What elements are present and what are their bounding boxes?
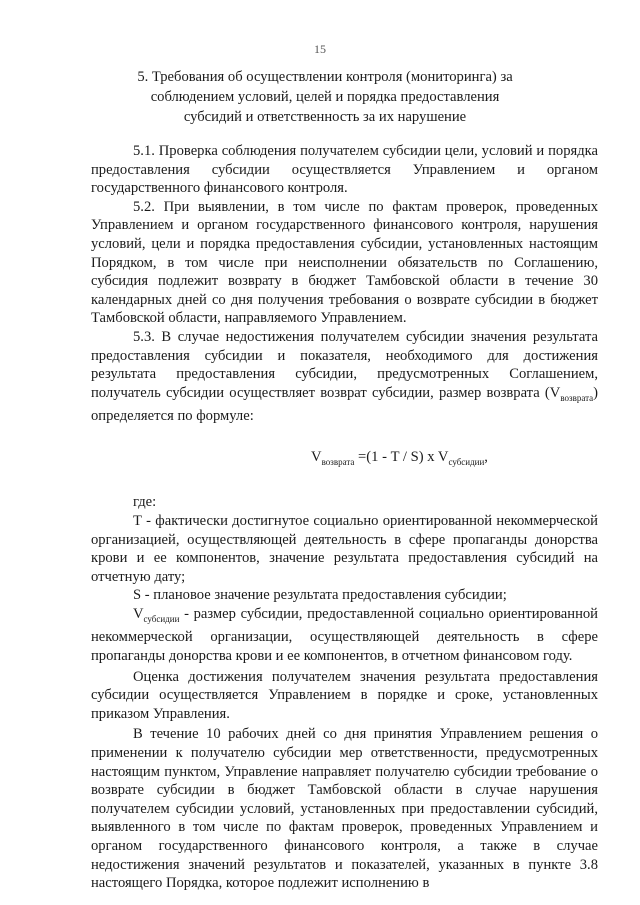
formula-middle: =(1 - T / S) x V [354,448,449,465]
assessment-paragraph: Оценка достижения получателем значения результата предоставления субсидии осуществляется Управлением в порядке и сроке, установленных приказом Управления. [91,668,598,722]
paragraph-5-3-subscript: возврата [560,392,594,403]
formula-sub-right: субсидии [448,456,485,467]
definition-v-text: - размер субсидии, предоставленной социально ориентированной некоммерческой организации, осуществляющей деятельность в сфере пропаганды донорства крови и ее компонентов, в отчетном финансовом году. [91,605,598,664]
formula-v: V [311,448,322,465]
section-title: 5. Требования об осуществлении контроля (мониторинга) за соблюдением условий, целей и порядка предоставления субсидий и ответственность за их нарушение [137,69,513,125]
final-paragraph: В течение 10 рабочих дней со дня принятия Управлением решения о применении к получателю субсидии мер ответственности, предусмотренных настоящим пунктом, Управление направляет получателю субсидии требование о возврате субсидии в бюджет Тамбовской области в случае нарушения получателем субсидии условий, установленных при предоставлении субсидий, выявленного в том числе по фактам проверок, проведенных Управлением и органом государственного финансового контроля, а также в случае недостижения значений результатов и показателей, указанных в пункте 3.8 настоящего Порядка, которое подлежит исполнению в [91,726,598,892]
formula-sub-left: возврата [321,456,355,467]
paragraph-5-2: 5.2. При выявлении, в том числе по фактам проверок, проведенных Управлением и органом государственного финансового контроля, нарушения условий, цели и порядка предоставления субсидии, установленных настоящим Порядком, в том числе при неисполнении обязательств по Соглашению, субсидия подлежит возврату в бюджет Тамбовской области в течение 30 календарных дней со дня получения требования о возврате субсидии в бюджет Тамбовской области, направляемого Управлением. [91,198,598,327]
document-body [91,142,598,893]
definition-v-subscript: субсидии [143,613,180,624]
paragraph-5-3-end: ) определяется по формуле: [91,384,598,425]
definition-t: Т - фактически достигнутое социально ориентированной некоммерческой организацией, осуществляющей деятельность в сфере пропаганды донорства крови и ее компонентов, значение результата предоставления субсидий на отчетную дату; [91,512,598,585]
definition-s: S - плановое значение результата предоставления субсидии; [133,587,507,604]
formula [91,448,598,472]
definition-v-symbol: V [133,605,144,622]
page-number: 15 [314,42,326,56]
paragraph-5-3-text: 5.3. В случае недостижения получателем субсидии значения результата предоставления субсидии и показателя, необходимого для достижения результата предоставления субсидии, предусмотренных Соглашением, получатель субсидии осуществляет возврат субсидии, размер возврата (V [91,328,598,401]
where-label: где: [133,494,157,511]
paragraph-5-1: 5.1. Проверка соблюдения получателем субсидии цели, условий и порядка предоставления субсидии осуществляется Управлением и органом государственного финансового контроля. [91,143,598,197]
paragraph-5-3 [91,328,598,426]
definition-v [91,605,598,666]
formula-end: , [484,448,488,465]
